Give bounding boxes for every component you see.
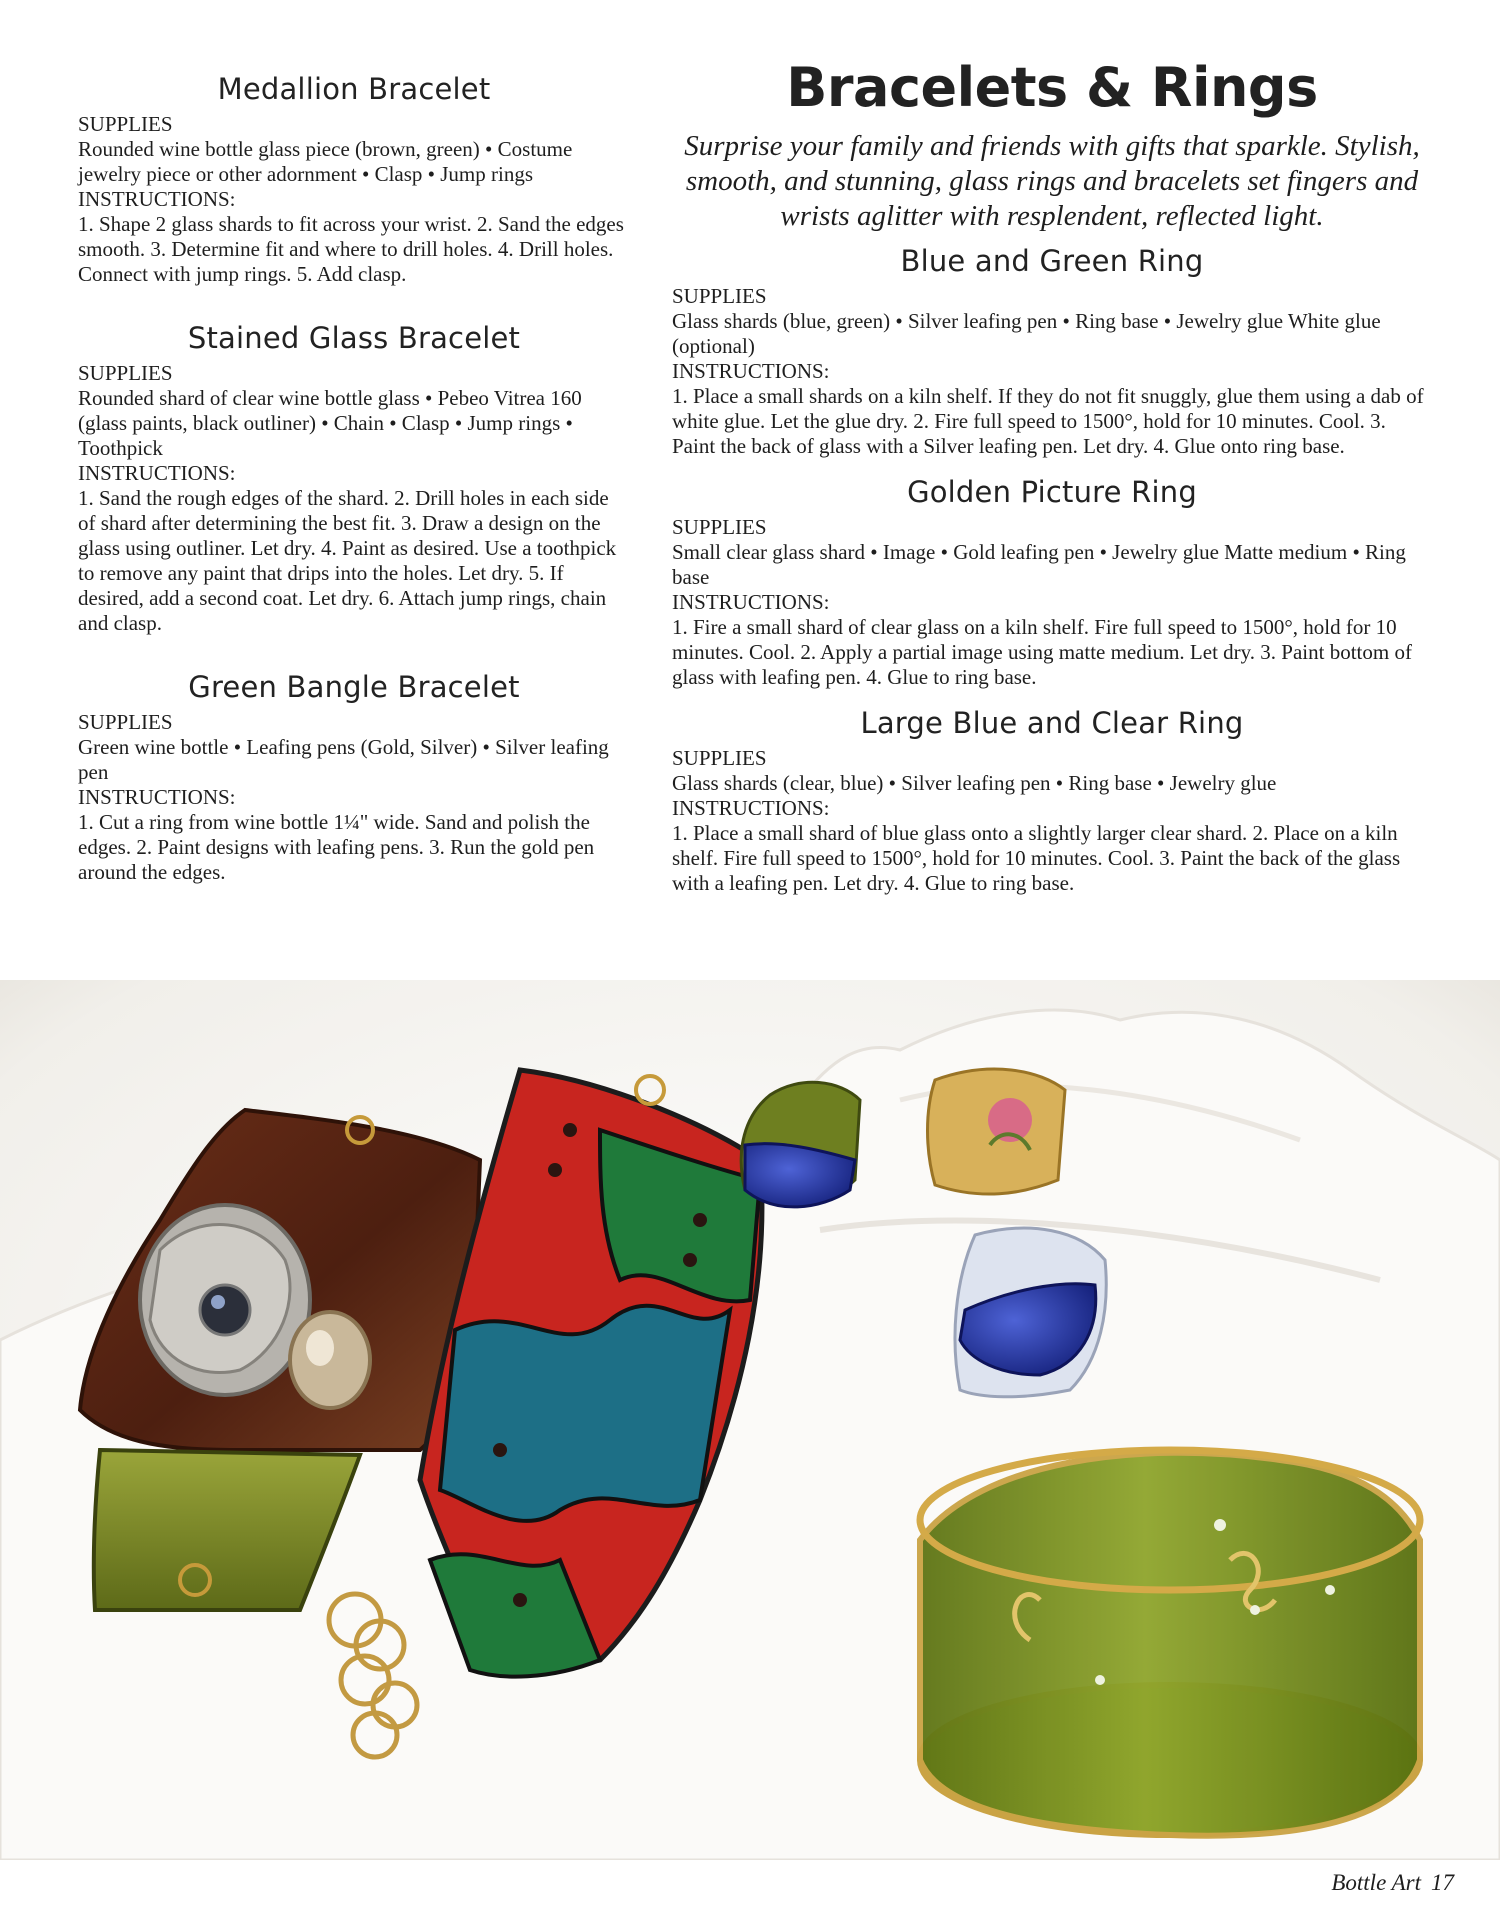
supplies-text: Glass shards (clear, blue) • Silver leafing pen • Ring base • Jewelry glue [672,771,1277,795]
instructions-label: INSTRUCTIONS: [672,796,830,820]
supplies-label: SUPPLIES [78,112,173,136]
project-title: Stained Glass Bracelet [187,321,521,355]
instructions-text: 1. Place a small shards on a kiln shelf. If they do not fit snuggly, glue them using a dab of white glue. Let the glue dry. 2. Fire full speed to 1500°, hold for 10 minutes. Cool. 3. Paint the back of glass with a Silver leafing pen. Let dry. 4. Glue onto ring base. [672,384,1424,458]
supplies-text: Small clear glass shard • Image • Gold leafing pen • Jewelry glue Matte medium • Ring base [672,540,1406,589]
instructions-text: 1. Sand the rough edges of the shard. 2. Drill holes in each side of shard after determining the best fit. 3. Draw a design on the glass using outliner. Let dry. 4. Paint as desired. Use a toothpick to remove any paint that drips into the holes. Let dry. 5. If desired, add a second coat. Let dry. 6. Attach jump rings, chain and clasp. [78,486,617,635]
supplies-label: SUPPLIES [672,746,767,770]
project-medallion-bracelet [78,72,630,287]
project-title: Blue and Green Ring [900,244,1204,278]
page-footer [1321,1870,1454,1896]
project-large-blue-and-clear-ring [672,706,1432,896]
supplies-text: Green wine bottle • Leafing pens (Gold, Silver) • Silver leafing pen [78,735,609,784]
instructions-label: INSTRUCTIONS: [672,359,830,383]
project-green-bangle-bracelet [78,670,630,885]
instructions-label: INSTRUCTIONS: [78,461,236,485]
supplies-label: SUPPLIES [78,710,173,734]
project-title: Medallion Bracelet [217,72,491,106]
supplies-label: SUPPLIES [672,515,767,539]
instructions-label: INSTRUCTIONS: [672,590,830,614]
right-column [672,56,1432,912]
intro-paragraph: Surprise your family and friends with gifts that sparkle. Stylish, smooth, and stunning, glass rings and bracelets set fingers and wrists aglitter with resplendent, reflected light. [684,130,1420,232]
project-blue-and-green-ring [672,244,1432,459]
instructions-label: INSTRUCTIONS: [78,785,236,809]
instructions-label: INSTRUCTIONS: [78,187,236,211]
golden-picture-ring [928,1069,1066,1194]
supplies-text: Rounded shard of clear wine bottle glass • Pebeo Vitrea 160 (glass paints, black outliner) • Chain • Clasp • Jump rings • Toothpick [78,386,582,460]
supplies-label: SUPPLIES [672,284,767,308]
page-title: Bracelets & Rings [786,56,1318,119]
supplies-text: Glass shards (blue, green) • Silver leafing pen • Ring base • Jewelry glue White glue (optional) [672,309,1381,358]
teal-paint-band [440,1306,730,1521]
project-title: Golden Picture Ring [907,475,1197,509]
page-number: 17 [1431,1870,1454,1895]
left-column [78,72,630,919]
project-title: Large Blue and Clear Ring [860,706,1244,740]
large-blue-and-clear-ring [955,1228,1106,1397]
jewelry-photo [0,980,1500,1860]
instructions-text: 1. Fire a small shard of clear glass on a kiln shelf. Fire full speed to 1500°, hold for 10 minutes. Cool. 2. Apply a partial image using matte medium. Let dry. 3. Paint bottom of glass with leafing pen. 4. Glue to ring base. [672,615,1412,689]
instructions-text: 1. Cut a ring from wine bottle 1¼" wide. Sand and polish the edges. 2. Paint designs with leafing pens. 3. Run the gold pen around the edges. [78,810,595,884]
green-bangle-bracelet [920,1450,1420,1836]
instructions-text: 1. Shape 2 glass shards to fit across your wrist. 2. Sand the edges smooth. 3. Determine fit and where to drill holes. 4. Drill holes. Connect with jump rings. 5. Add clasp. [78,212,624,286]
supplies-text: Rounded wine bottle glass piece (brown, green) • Costume jewelry piece or other adornment • Clasp • Jump rings [78,137,573,186]
instructions-text: 1. Place a small shard of blue glass onto a slightly larger clear shard. 2. Place on a kiln shelf. Fire full speed to 1500°, hold for 10 minutes. Cool. 3. Paint the back of the glass with a leafing pen. Let dry. 4. Glue to ring base. [672,821,1401,895]
bangle-body [920,1453,1420,1836]
project-stained-glass-bracelet [78,321,630,636]
book-title: Bottle Art [1331,1870,1421,1895]
project-golden-picture-ring [672,475,1432,690]
supplies-label: SUPPLIES [78,361,173,385]
project-title: Green Bangle Bracelet [188,670,520,704]
